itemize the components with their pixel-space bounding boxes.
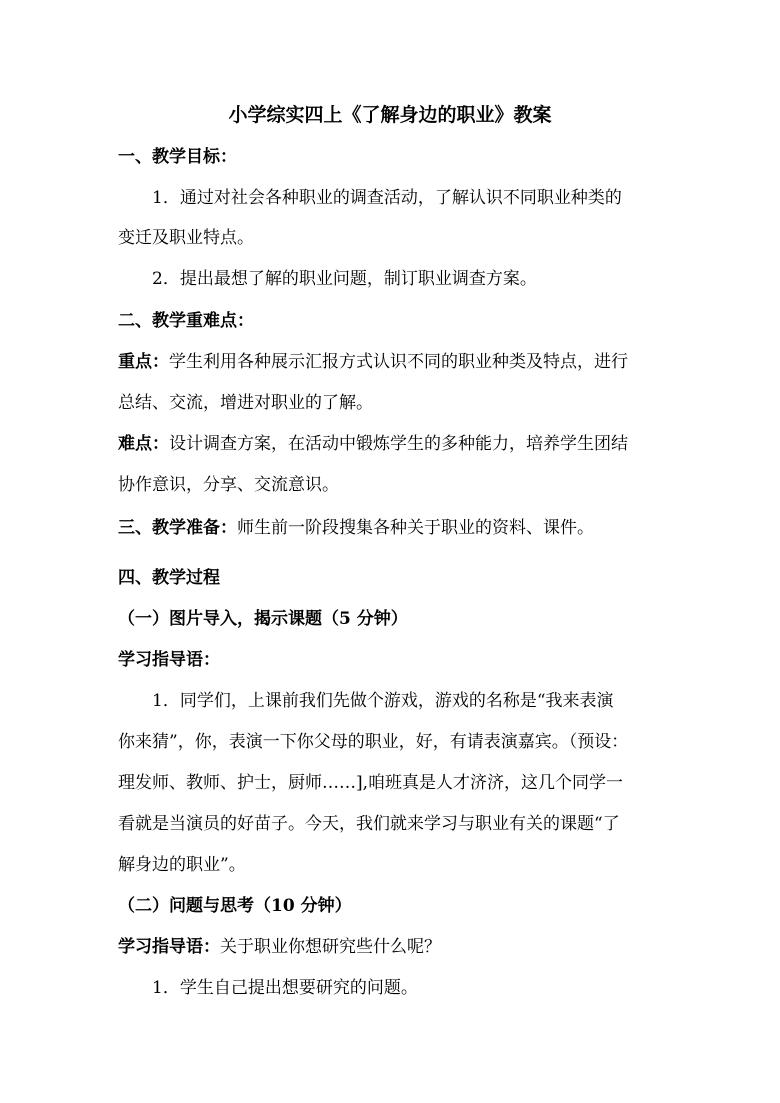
difficulty-line-a [118,432,678,456]
guide-1-label: 学习指导语： [118,650,220,670]
goal-2: 2．提出最想了解的职业问题，制订职业调查方案。 [152,269,537,289]
difficulty-label: 难点： [118,434,169,454]
goal-1-line-a: 1．通过对社会各种职业的调查活动，了解认识不同职业种类的 [152,188,622,208]
section-heading-process: 四、教学过程 [118,568,220,588]
paragraph-2: 1．学生自己提出想要研究的问题。 [152,978,418,998]
paragraph-1-line-e: 解身边的职业”。 [118,855,246,875]
part-2-heading: （二）问题与思考（10 分钟） [118,896,352,916]
goal-1-line-b: 变迁及职业特点。 [118,228,254,248]
section-heading-keypoints: 二、教学重难点： [118,311,254,331]
paragraph-1-line-a: 1．同学们，上课前我们先做个游戏，游戏的名称是“我来表演 [152,691,614,711]
guide-2-text: 关于职业你想研究些什么呢？ [220,937,441,957]
difficulty-line-b: 协作意识，分享、交流意识。 [118,475,339,495]
key-point-label: 重点： [118,352,169,372]
paragraph-1-line-d: 看就是当演员的好苗子。今天，我们就来学习与职业有关的课题“了 [118,814,620,834]
guide-2-line [118,935,678,959]
preparation-label: 三、教学准备： [118,518,237,538]
paragraph-1-line-b: 你来猜”，你，表演一下你父母的职业，好，有请表演嘉宾。（预设： [118,732,629,752]
key-point-line-a [118,350,678,374]
key-point-line-b: 总结、交流，增进对职业的了解。 [118,393,373,413]
guide-2-label: 学习指导语： [118,937,220,957]
section-heading-goals: 一、教学目标： [118,147,237,167]
part-1-heading: （一）图片导入，揭示课题（5 分钟） [118,609,408,629]
document-title: 小学综实四上《了解身边的职业》教案 [228,104,552,126]
preparation-text: 师生前一阶段搜集各种关于职业的资料、课件。 [237,518,594,538]
key-point-text: 学生利用各种展示汇报方式认识不同的职业种类及特点，进行 [169,352,628,372]
preparation-line [118,516,678,540]
difficulty-text: 设计调查方案，在活动中锻炼学生的多种能力，培养学生团结 [169,434,628,454]
paragraph-1-line-c: 理发师、教师、护士，厨师……],咱班真是人才济济，这几个同学一 [118,773,624,793]
